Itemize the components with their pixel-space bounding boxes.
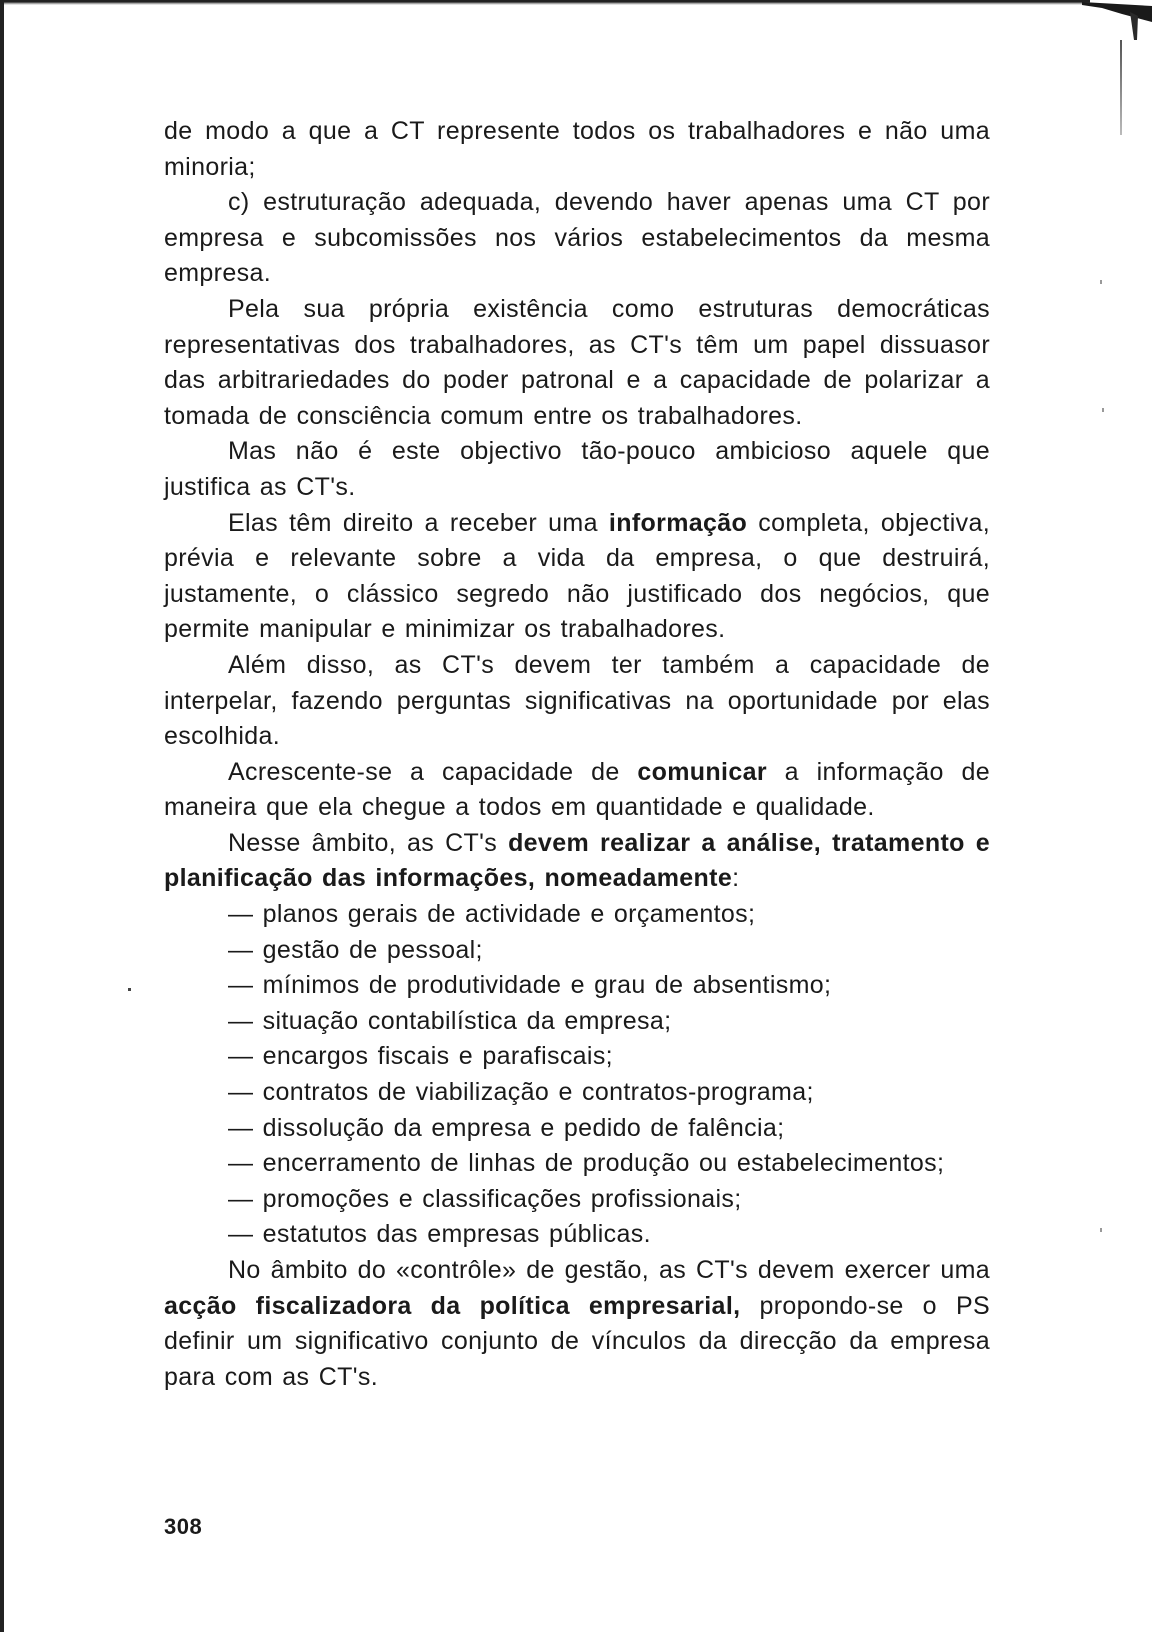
list-item <box>164 933 990 969</box>
scan-speck <box>1100 280 1102 284</box>
text-run: de modo a que a CT represente todos os trabalhadores e não uma minoria; <box>164 117 990 181</box>
text-run: Pela sua própria existência como estruturas democráticas representativas dos trabalhadores, as CT's têm um papel dissuasor das arbitrariedades do poder patronal e a capacidade de polarizar a tomada de consciência comum entre os trabalhadores. <box>164 294 990 430</box>
list-item <box>164 1075 990 1111</box>
paragraph <box>164 185 990 292</box>
bold-text: acção fiscalizadora da política empresarial, <box>164 1291 741 1320</box>
text-run: — planos gerais de actividade e orçamentos; <box>228 900 756 929</box>
list-item <box>164 968 990 1004</box>
paragraph <box>164 1253 990 1395</box>
scan-left-edge <box>0 0 4 1632</box>
paragraph <box>164 114 990 185</box>
text-run: No âmbito do «contrôle» de gestão, as CT's devem exercer uma <box>228 1256 990 1284</box>
list-item <box>164 1039 990 1075</box>
list-item <box>164 1146 990 1182</box>
paragraph <box>164 434 990 505</box>
scan-corner-shadow <box>1082 0 1152 40</box>
paragraph <box>164 506 990 648</box>
text-run: a informação de maneira que ela chegue a todos em quantidade e qualidade. <box>164 757 990 822</box>
paragraph <box>164 648 990 755</box>
list-item <box>164 1004 990 1040</box>
text-run: — promoções e classificações profissionais; <box>228 1184 742 1213</box>
text-run: c) estruturação adequada, devendo haver apenas uma CT por empresa e subcomissões nos vários estabelecimentos da mesma empresa. <box>164 188 990 288</box>
text-run: Além disso, as CT's devem ter também a capacidade de interpelar, fazendo perguntas significativas na oportunidade por elas escolhida. <box>164 650 990 751</box>
scan-speck <box>1102 408 1104 412</box>
text-run: Elas têm direito a receber uma <box>228 508 609 537</box>
scan-speck <box>128 988 131 991</box>
bold-text: informação <box>608 508 748 537</box>
text-run: — encargos fiscais e parafiscais; <box>228 1042 613 1071</box>
bold-text: devem realizar a análise, tratamento e planificação das informações, nomeadamente <box>164 828 990 893</box>
paragraph <box>164 292 990 434</box>
list-item <box>164 1182 990 1218</box>
list-item <box>164 897 990 933</box>
text-run: — estatutos das empresas públicas. <box>228 1220 651 1249</box>
text-run: — mínimos de produtividade e grau de absentismo; <box>228 971 832 1000</box>
document-body <box>164 114 990 1395</box>
text-run: — dissolução da empresa e pedido de falência; <box>228 1113 785 1142</box>
text-run: — situação contabilística da empresa; <box>228 1006 672 1035</box>
text-run: propondo-se o PS definir um significativo conjunto de vínculos da direcção da empresa para com as CT's. <box>164 1291 991 1391</box>
text-run: : <box>732 864 740 893</box>
paragraph <box>164 826 990 897</box>
list-item <box>164 1217 990 1253</box>
scan-top-edge <box>0 0 1090 5</box>
scan-right-mark <box>1120 40 1122 135</box>
text-run: Acrescente-se a capacidade de <box>228 757 638 786</box>
text-run: Nesse âmbito, as CT's <box>228 828 509 857</box>
text-run: — encerramento de linhas de produção ou estabelecimentos; <box>228 1149 945 1178</box>
text-run: completa, objectiva, prévia e relevante sobre a vida da empresa, o que destruirá, justamente, o clássico segredo não justificado dos negócios, que permite manipular e minimizar os trabalhadores. <box>164 508 990 644</box>
text-run: Mas não é este objectivo tão-pouco ambicioso aquele que justifica as CT's. <box>164 437 990 501</box>
bold-text: comunicar <box>637 757 767 786</box>
list-item <box>164 1111 990 1147</box>
text-run: — contratos de viabilização e contratos-programa; <box>228 1078 814 1107</box>
scan-speck <box>1100 1228 1102 1232</box>
page-number: 308 <box>164 1514 203 1539</box>
paragraph <box>164 755 990 826</box>
text-run: — gestão de pessoal; <box>228 935 483 964</box>
